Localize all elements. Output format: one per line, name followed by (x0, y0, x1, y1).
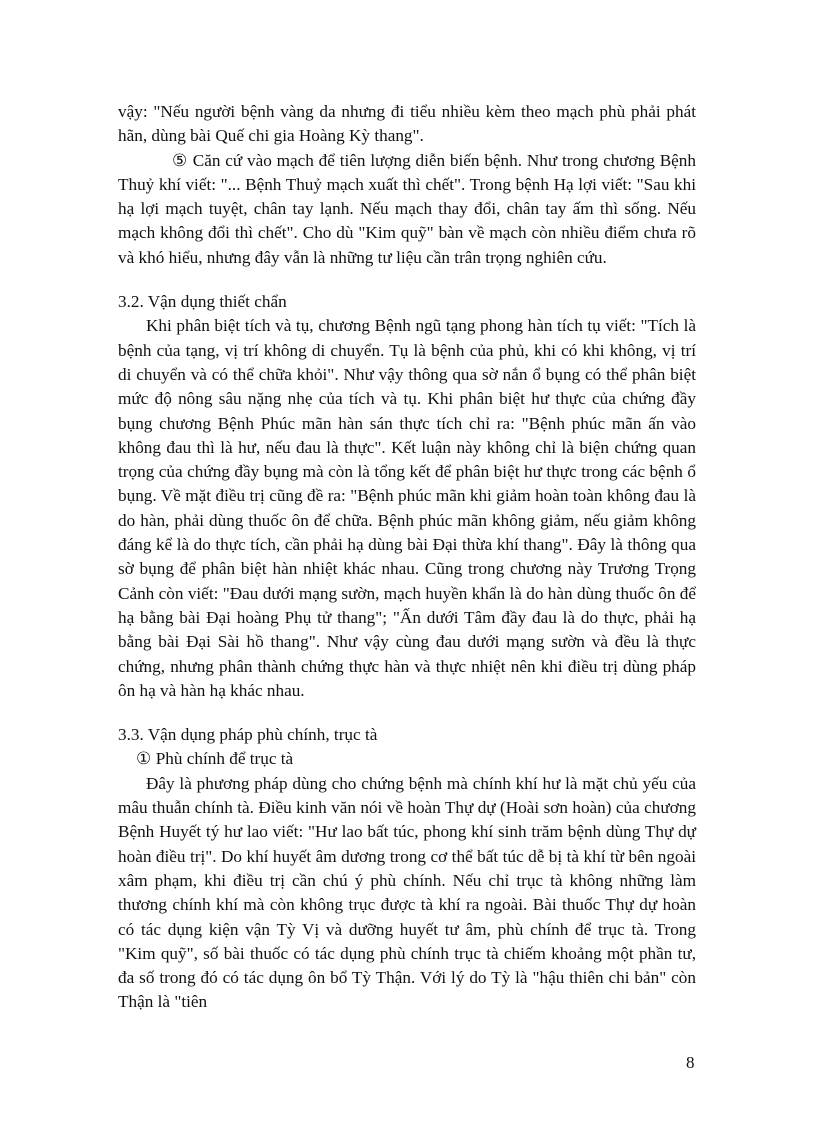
page-number: 8 (686, 1053, 695, 1072)
paragraph-support-righteous: Đây là phương pháp dùng cho chứng bệnh mà chính khí hư là mặt chủ yếu của mâu thuẫn chính tà. Điều kinh văn nói về hoàn Thự dự (Hoài sơn hoàn) của chương Bệnh Huyết tý hư lao viết: "Hư lao bất túc, phong khí sinh trăm bệnh dùng Thự dự hoàn điều trị". Do khí huyết âm dương trong cơ thể bất túc dễ bị tà khí từ bên ngoài xâm phạm, khi điều trị cần chú ý phù chính. Nếu chỉ trục tà không những làm thương chính khí mà còn không trục được tà khí ra ngoài. Bài thuốc Thự dự hoàn có tác dụng kiện vận Tỳ Vị và dưỡng huyết tư âm, phù chính để trục tà. Trong "Kim quỹ", số bài thuốc có tác dụng phù chính trục tà chiếm khoảng một phần tư, đa số trong đó có tác dụng ôn bổ Tỳ Thận. Với lý do Tỳ là "hậu thiên chi bản" còn Thận là "tiên (118, 773, 696, 1012)
subsection-heading-1: ① Phù chính để trục tà (136, 749, 294, 769)
paragraph-palpation: Khi phân biệt tích và tụ, chương Bệnh ngũ tạng phong hàn tích tụ viết: "Tích là bệnh của tạng, vị trí không di chuyển. Tụ là bệnh của phủ, khi có khi không, vị trí di chuyển và có thể chữa khỏi". Như vậy thông qua sờ nắn ổ bụng có thể phân biệt mức độ nông sâu nặng nhẹ của tích và tụ. Khi phân biệt hư thực của chứng đầy bụng chương Bệnh Phúc mãn hàn sán thực tích chỉ ra: "Bệnh phúc mãn ấn vào không đau thì là hư, nếu đau là thực". Kết luận này không chỉ là biện chứng quan trọng của chứng đầy bụng mà còn là tổng kết để phân biệt hư thực trong các bệnh ổ bụng. Về mặt điều trị cũng đề ra: "Bệnh phúc mãn khi giảm hoàn toàn không đau là do hàn, phải dùng thuốc ôn để chữa. Bệnh phúc mãn không giảm, nếu giảm không đáng kể là do thực tích, cần phải hạ dùng bài Đại thừa khí thang". Đây là thông qua sờ bụng để phân biệt hàn nhiệt khác nhau. Cũng trong chương này Trương Trọng Cảnh còn viết: "Đau dưới mạng sườn, mạch huyền khẩn là do hàn dùng thuốc ôn để hạ bằng bài Đại hoàng Phụ tử thang"; "Ấn dưới Tâm đầy đau là do thực, phải hạ bằng bài Đại Sài hồ thang". Như vậy cùng đau dưới mạng sườn và đều là thực chứng, nhưng phân thành chứng thực hàn và thực nhiệt nên khi điều trị dùng pháp ôn hạ và hàn hạ khác nhau. (118, 316, 696, 700)
section-heading-3-2: 3.2. Vận dụng thiết chẩn (118, 292, 287, 312)
paragraph-pulse-prognosis: ⑤ Căn cứ vào mạch để tiên lượng diễn biến bệnh. Như trong chương Bệnh Thuỷ khí viết: "... Bệnh Thuỷ mạch xuất thì chết". Trong bệnh Hạ lợi viết: "Sau khi hạ lợi mạch tuyệt, chân tay lạnh. Nếu mạch thay đổi, chân tay ấm thì sống. Nếu mạch không đổi thì chết". Cho dù "Kim quỹ" bàn về mạch còn nhiều điểm chưa rõ và khó hiểu, nhưng đây vẫn là những tư liệu cần trân trọng nghiên cứu. (118, 150, 696, 267)
section-heading-3-3: 3.3. Vận dụng pháp phù chính, trục tà (118, 725, 378, 745)
paragraph-continuation: vậy: "Nếu người bệnh vàng da nhưng đi tiểu nhiều kèm theo mạch phù phải phát hãn, dùng bài Quế chi gia Hoàng Kỳ thang". (118, 102, 696, 146)
page-body (118, 100, 696, 1015)
